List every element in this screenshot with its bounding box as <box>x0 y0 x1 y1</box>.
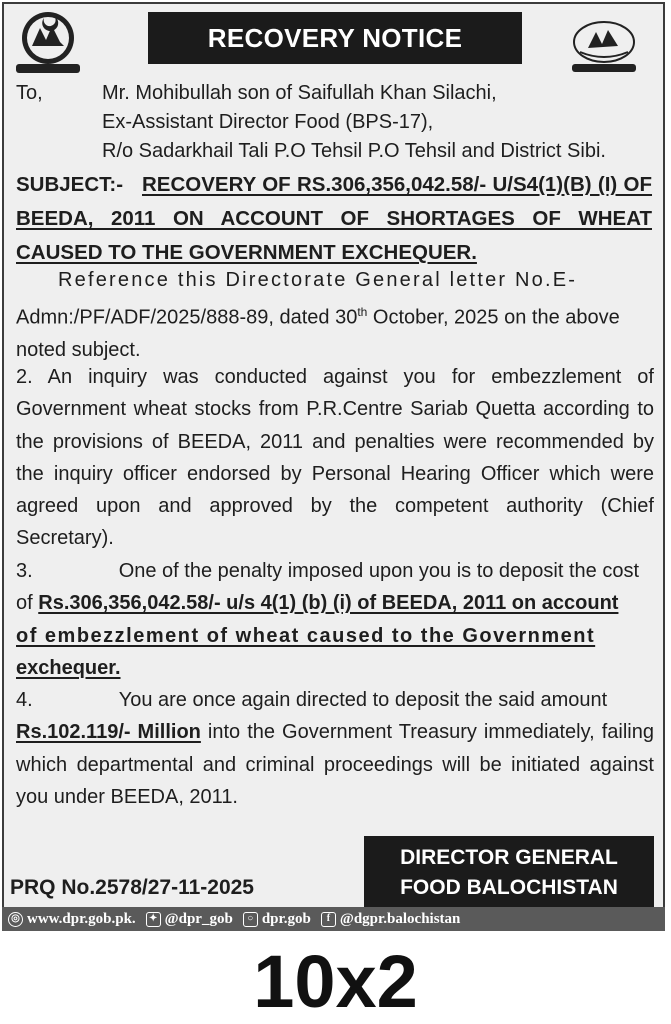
food-department-emblem-right <box>562 18 646 80</box>
footer-facebook[interactable]: f @dgpr.balochistan <box>321 911 461 928</box>
twitter-icon: ✦ <box>146 912 161 927</box>
subject-label: SUBJECT:- <box>16 173 124 196</box>
instagram-icon: ○ <box>243 912 258 927</box>
paragraph-2: 2. An inquiry was conducted against you for embezzlement of Government wheat stocks from P.R.Centre Sariab Quetta according to the provisions of BEEDA, 2011 and penalties were recommended by the inquiry officer endorsed by Personal Hearing Officer which were agreed upon and approved by the competent authority (Chief Secretary). <box>16 366 654 550</box>
addressee-name: Mr. Mohibullah son of Saifullah Khan Silachi, <box>102 82 497 104</box>
paragraph-1 <box>16 264 654 367</box>
paragraph-3-line-2: of Rs.306,356,042.58/- u/s 4(1) (b) (i) of BEEDA, 2011 on account <box>16 592 619 615</box>
signatory-department: FOOD BALOCHISTAN <box>400 876 618 899</box>
size-badge: 10x2 <box>253 940 418 1023</box>
paragraph-3 <box>16 555 654 684</box>
footer-instagram[interactable]: ○ dpr.gob <box>243 911 311 928</box>
globe-icon: ◎ <box>8 912 23 927</box>
paragraph-1-line-3: noted subject. <box>16 339 141 362</box>
paragraph-3-line-4: exchequer. <box>16 656 121 679</box>
addressee-residence: R/o Sadarkhail Tali P.O Tehsil P.O Tehsil and District Sibi. <box>102 140 606 162</box>
paragraph-1-line-2: Admn:/PF/ADF/2025/888-89, dated 30th October, 2025 on the above <box>16 305 620 329</box>
signatory-title: DIRECTOR GENERAL <box>400 846 618 869</box>
footer-bar <box>2 907 665 931</box>
facebook-icon: f <box>321 912 336 927</box>
paragraph-3-line-3: of embezzlement of wheat caused to the Government <box>16 624 596 647</box>
signatory-block <box>364 836 654 910</box>
paragraph-4-line-1: 4. You are once again directed to deposit the said amount <box>16 689 608 711</box>
paragraph-4-body: Rs.102.119/- Million into the Government Treasury immediately, failing which departmental and criminal proceedings will be initiated against you under BEEDA, 2011. <box>16 721 654 808</box>
footer-website[interactable]: ◎ www.dpr.gob.pk. <box>8 911 136 928</box>
paragraph-4 <box>16 684 654 813</box>
paragraph-3-line-1: 3. One of the penalty imposed upon you is to deposit the cost <box>16 560 640 582</box>
addressee-designation: Ex-Assistant Director Food (BPS-17), <box>102 111 434 133</box>
prq-number: PRQ No.2578/27-11-2025 <box>10 876 254 899</box>
deposit-amount: Rs.102.119/- Million <box>16 721 201 744</box>
notice-title: RECOVERY NOTICE <box>148 12 522 64</box>
recovery-amount: Rs.306,356,042.58/- u/s 4(1) (b) (i) of BEEDA, 2011 on account <box>38 592 619 615</box>
subject <box>16 168 652 270</box>
to-label: To, <box>16 82 43 104</box>
paragraph-1-line-1: Reference this Directorate General letter No.E- <box>58 269 578 291</box>
subject-text: RECOVERY OF RS.306,356,042.58/- U/S4(1)(B) (I) OF BEEDA, 2011 ON ACCOUNT OF SHORTAGES OF WHEAT CAUSED TO THE GOVERNMENT EXCHEQUER. <box>16 173 653 264</box>
footer-twitter[interactable]: ✦ @dpr_gob <box>146 911 233 928</box>
balochistan-emblem-left <box>8 8 88 78</box>
